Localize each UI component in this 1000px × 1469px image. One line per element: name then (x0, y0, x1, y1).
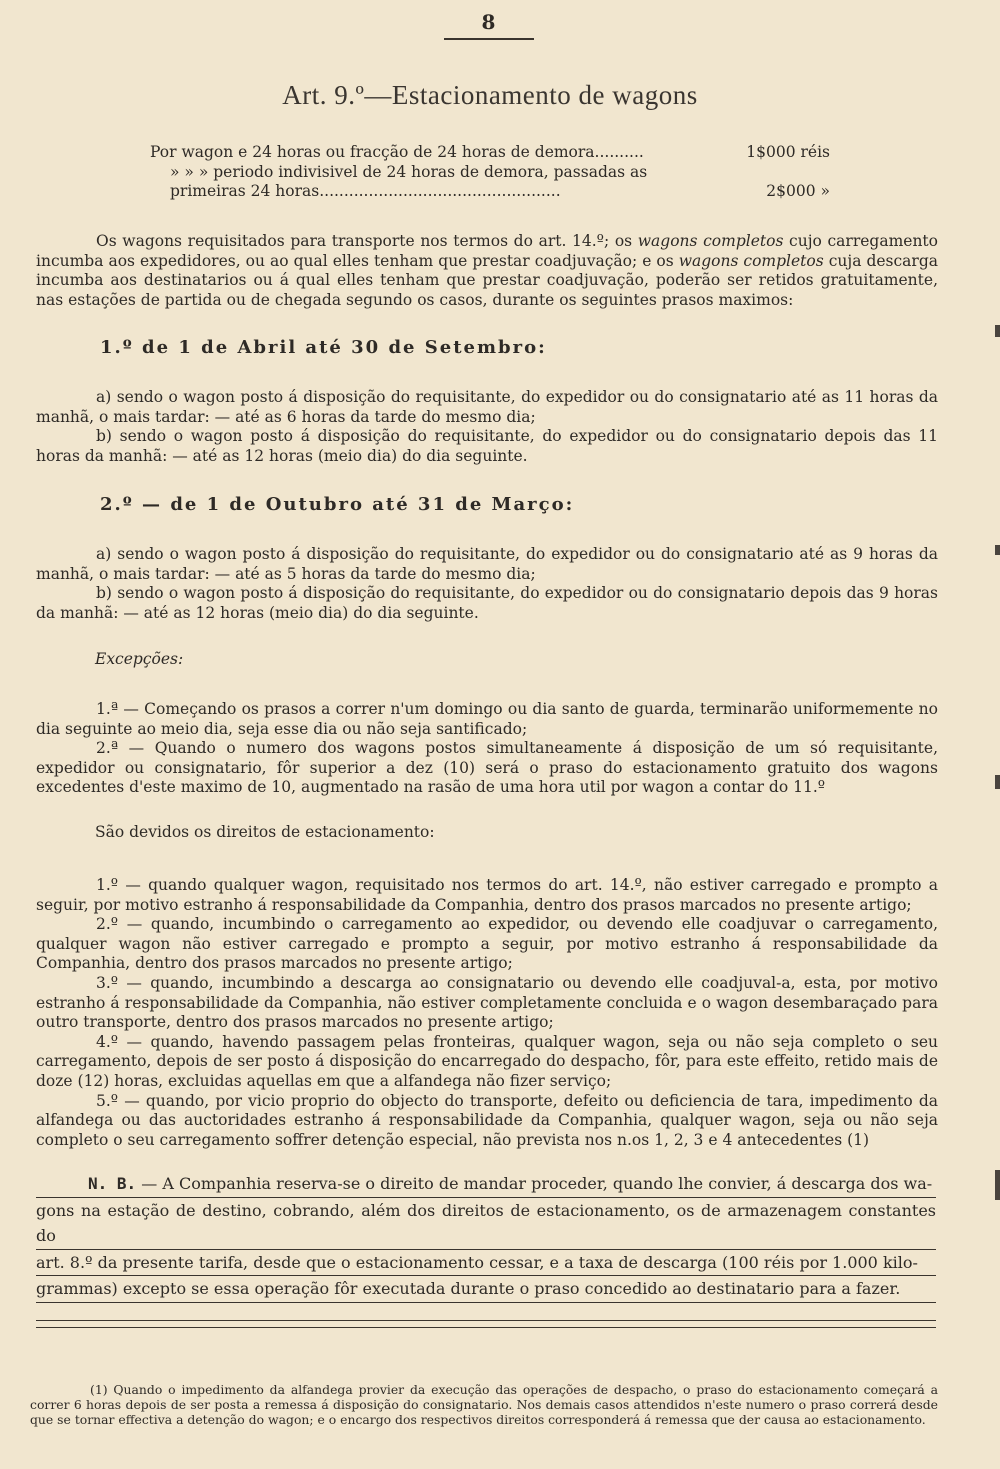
edge-mark (995, 325, 1000, 337)
intro-paragraph (36, 232, 938, 310)
exception-item: 1.ª — Começando os prasos a correr n'um domingo ou dia santo de guarda, terminarão uniformemente no dia seguinte ao meio dia, seja esse dia ou não seja santificado; (36, 700, 938, 738)
clause-b: b) sendo o wagon posto á disposição do requisitante, do expedidor ou do consignatario depois das 11 horas da manhã: — até as 12 horas (meio dia) do dia seguinte. (36, 427, 938, 465)
edge-mark (995, 1170, 1000, 1200)
direito-item: 3.º — quando, incumbindo a descarga ao consignatario ou devendo elle coadjuval-a, esta, por motivo estranho á responsabilidade da Companhia, não estiver completamente concluida e o wagon desembaraçado para outro transporte, dentro dos prasos marcados no presente artigo; (36, 973, 938, 1032)
clause-a: a) sendo o wagon posto á disposição do requisitante, do expedidor ou do consignatario até as 9 horas da manhã, o mais tardar: — até as 5 horas da tarde do mesmo dia; (36, 545, 938, 583)
separator-rule (36, 1327, 936, 1328)
rate-text: Por wagon e 24 horas ou fracção de 24 horas de demora.......... (150, 143, 644, 161)
excepcoes-label: Excepções: (95, 650, 184, 668)
period2-heading: 2.º — de 1 de Outubro até 31 de Março: (100, 494, 575, 515)
nota-bene (36, 1171, 936, 1303)
intro-text: cujo carregamento incumba aos expedidores, ou ao qual elles tenham que prestar coadjuvação; e os (36, 232, 938, 270)
rate-row (150, 143, 830, 163)
period1-heading: 1.º de 1 de Abril até 30 de Setembro: (100, 337, 547, 358)
separator-rule (36, 1320, 936, 1321)
direito-item: 4.º — quando, havendo passagem pelas fronteiras, qualquer wagon, seja ou não seja completo o seu carregamento, depois de ser posto á disposição do encarregado do despacho, fôr, para este effeito, retido mais de doze (12) horas, excluidas aquellas em que a alfandega não fizer serviço; (36, 1032, 938, 1090)
edge-mark (995, 545, 1000, 555)
direito-item: 1.º — quando qualquer wagon, requisitado nos termos do art. 14.º, não estiver carregado e prompto a seguir, por motivo estranho á responsabilidade da Companhia, dentro dos prasos marcados no presente artigo; (36, 876, 938, 914)
clause-a: a) sendo o wagon posto á disposição do requisitante, do expedidor ou do consignatario até as 11 horas da manhã, o mais tardar: — até as 6 horas da tarde do mesmo dia; (36, 388, 938, 426)
intro-emphasis: wagons completos (678, 251, 824, 270)
nb-line: art. 8.º da presente tarifa, desde que o estacionamento cessar, e a taxa de descarga (100 réis por 1.000 kilo- (36, 1250, 936, 1277)
rate-row (150, 182, 830, 202)
footnote (30, 1382, 938, 1427)
nb-line: grammas) excepto se essa operação fôr executada durante o praso concedido ao destinatario para a fazer. (36, 1276, 936, 1303)
rate-text: primeiras 24 horas................................................. (170, 182, 561, 200)
intro-text: Os wagons requisitados para transporte nos termos do art. 14.º; os (96, 232, 638, 250)
article-title: Art. 9.º—Estacionamento de wagons (282, 80, 698, 110)
direito-item: 2.º — quando, incumbindo o carregamento ao expedidor, ou devendo elle coadjuvar o carregamento, qualquer wagon não estiver carregado e prompto a seguir, por motivo estranho á responsabilidade da Companhia, dentro dos prasos marcados no presente artigo; (36, 915, 938, 973)
edge-mark (995, 775, 1000, 789)
intro-emphasis: wagons completos (637, 232, 784, 250)
rate-row (150, 163, 830, 183)
direitos-label: São devidos os direitos de estacionamento: (95, 823, 435, 841)
rate-text: » » » periodo indivisivel de 24 horas de demora, passadas as (170, 162, 648, 181)
nb-label: N. B. (88, 1174, 137, 1193)
rates-table (150, 143, 830, 202)
exception-item: 2.ª — Quando o numero dos wagons postos simultaneamente á disposição de um só requisitante, expedidor ou consignatario, fôr superior a dez (10) será o praso do estacionamento gratuito dos wagons excedentes d'este maximo de 10, augmentado na rasão de uma hora util por wagon a contar do 11.º (36, 739, 938, 797)
clause-b: b) sendo o wagon posto á disposição do requisitante, do expedidor ou do consignatario depois das 9 horas da manhã: — até as 12 horas (meio dia) do dia seguinte. (36, 584, 938, 622)
direitos-list (36, 876, 938, 1150)
nb-line: gons na estação de destino, cobrando, além dos direitos de estacionamento, os de armazenagem constantes do (36, 1198, 936, 1250)
period2-clauses (36, 545, 938, 623)
page-number-underline (444, 38, 534, 40)
direito-item: 5.º — quando, por vicio proprio do objecto do transporte, defeito ou deficiencia de tara, impedimento da alfandega ou das auctoridades estranho á responsabilidade da Companhia, qualquer wagon, seja ou não seja completo o seu carregamento soffrer detenção especial, não prevista nos n.os 1, 2, 3 e 4 antecedentes (1) (36, 1091, 938, 1149)
period1-clauses (36, 388, 938, 466)
intro-text: cuja descarga incumba aos destinatarios ou á qual elles tenham que prestar coadjuvação, poderão ser retidos gratuitamente, nas estações de partida ou de chegada segundo os casos, durante os seguintes prasos maximos: (36, 251, 938, 309)
nb-text: — A Companhia reserva-se o direito de mandar proceder, quando lhe convier, á descarga dos wa- (141, 1174, 933, 1193)
excepcoes-list (36, 700, 938, 798)
nb-line (36, 1171, 936, 1198)
page-number: 8 (481, 10, 497, 34)
rate-amount: 1$000 réis (746, 143, 830, 161)
rate-amount: 2$000 » (766, 182, 830, 200)
footnote-text: (1) Quando o impedimento da alfandega provier da execução das operações de despacho, o praso do estacionamento começará a correr 6 horas depois de ser posta a remessa á disposição do consignatario. Nos demais casos attendidos n'este numero o praso correrá desde que se tornar effectiva a detenção do wagon; e o encargo dos respectivos direitos corresponderá á remessa que der causa ao estacionamento. (30, 1382, 938, 1427)
